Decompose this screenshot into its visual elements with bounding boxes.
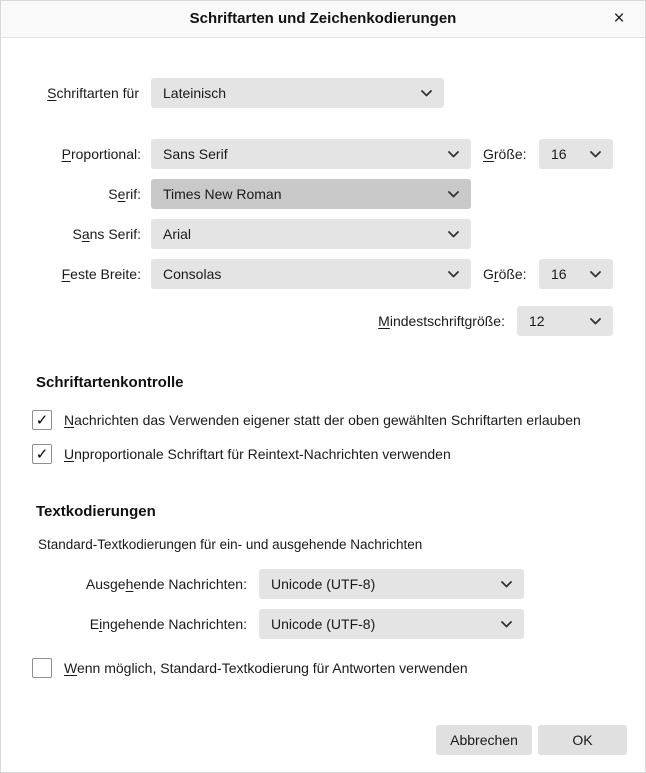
proportional-size-select[interactable]: 16 [539,139,613,169]
proportional-size-label: Größe: [483,146,527,162]
chevron-down-icon [448,151,459,158]
outgoing-messages-label: Ausgehende Nachrichten: [85,576,247,592]
fixed-width-plaintext-checkrow [32,443,451,465]
chevron-down-icon [590,271,601,278]
sans-serif-font-select[interactable]: Arial [151,219,471,249]
sans-serif-label: Sans Serif: [72,226,141,242]
fixed-width-plaintext-label: Unproportionale Schriftart für Reintext-Nachrichten verwenden [64,446,451,462]
serif-font-select[interactable]: Times New Roman [151,179,471,209]
text-encodings-description: Standard-Textkodierungen für ein- und ausgehende Nachrichten [38,537,423,552]
default-encoding-replies-checkrow [32,657,468,679]
text-encodings-heading: Textkodierungen [36,503,156,520]
titlebar [1,1,645,38]
chevron-down-icon [448,191,459,198]
chevron-down-icon [421,90,432,97]
chevron-down-icon [590,151,601,158]
chevron-down-icon [448,231,459,238]
check-icon: ✓ [35,412,49,429]
incoming-encoding-select[interactable]: Unicode (UTF-8) [259,609,524,639]
chevron-down-icon [501,581,512,588]
incoming-messages-row [1,609,646,639]
font-control-heading: Schriftartenkontrolle [36,374,184,391]
allow-message-fonts-checkrow [32,409,581,431]
min-font-size-label: Mindestschriftgröße: [378,313,505,329]
chevron-down-icon [501,621,512,628]
check-icon: ✓ [35,446,49,463]
fixed-width-plaintext-checkbox[interactable] [32,444,52,464]
default-encoding-replies-checkbox[interactable] [32,658,52,678]
chevron-down-icon [590,318,601,325]
dialog-title: Schriftarten und Zeichenkodierungen [189,10,457,27]
allow-message-fonts-checkbox[interactable] [32,410,52,430]
fonts-for-label: Schriftarten für [47,85,139,101]
outgoing-messages-row [1,569,646,599]
proportional-font-select[interactable]: Sans Serif [151,139,471,169]
fonts-for-row [1,78,646,108]
proportional-row [1,139,646,169]
serif-label: Serif: [108,186,141,202]
fixed-width-font-select[interactable]: Consolas [151,259,471,289]
ok-button[interactable]: OK [538,725,627,755]
fixed-width-size-label: Größe: [483,266,527,282]
fixed-width-size-select[interactable]: 16 [539,259,613,289]
serif-row [1,179,646,209]
fixed-width-label: Feste Breite: [61,266,141,282]
sans-serif-row [1,219,646,249]
proportional-label: Proportional: [61,146,141,162]
min-font-size-row [1,306,646,336]
chevron-down-icon [448,271,459,278]
outgoing-encoding-select[interactable]: Unicode (UTF-8) [259,569,524,599]
close-icon[interactable]: × [603,1,635,37]
fonts-for-select[interactable]: Lateinisch [151,78,444,108]
allow-message-fonts-label: Nachrichten das Verwenden eigener statt der oben gewählten Schriftarten erlauben [64,412,581,428]
min-font-size-select[interactable]: 12 [517,306,613,336]
cancel-button[interactable]: Abbrechen [436,725,532,755]
incoming-messages-label: Eingehende Nachrichten: [89,616,247,632]
fixed-width-row [1,259,646,289]
default-encoding-replies-label: Wenn möglich, Standard-Textkodierung für Antworten verwenden [64,660,468,676]
